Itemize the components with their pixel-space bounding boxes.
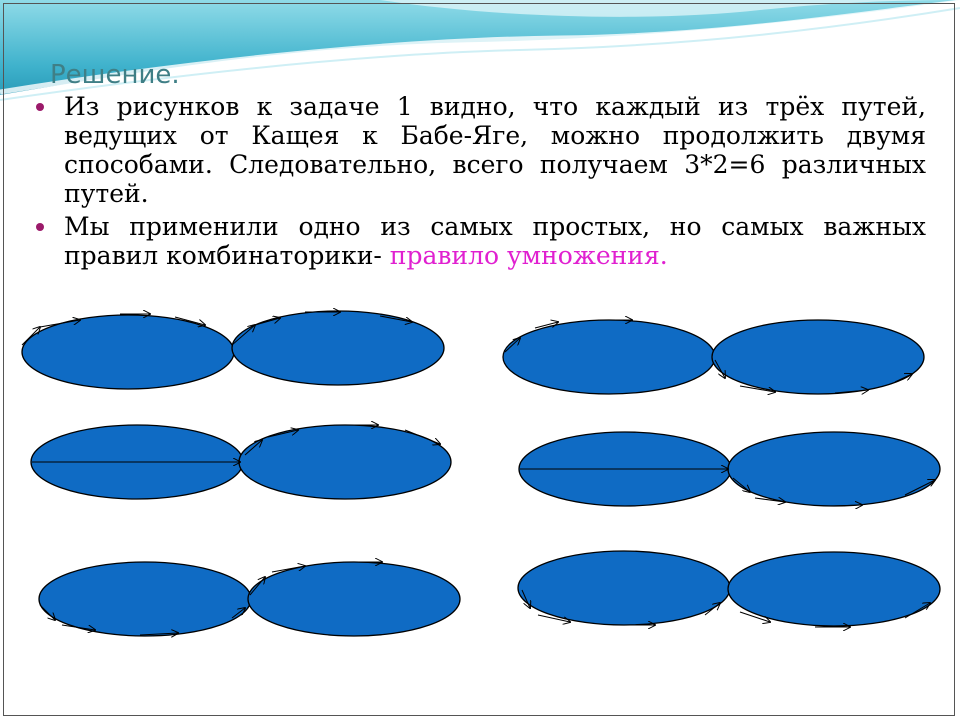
diagram-4	[519, 432, 940, 506]
right-ellipse	[712, 320, 924, 394]
diagram-1	[22, 311, 444, 389]
diagram-5	[39, 562, 460, 636]
right-ellipse	[728, 432, 940, 506]
diagram-2	[503, 320, 924, 394]
left-ellipse	[518, 551, 730, 625]
left-ellipse	[39, 562, 251, 636]
bullet-text: Из рисунков к задаче 1 видно, что каждый из трёх путей, ведущих от Кащея к Бабе-Яге, можно продолжить двумя способами. Следовательно, всего получаем 3*2=6 различных путей.	[64, 92, 926, 208]
slide-heading: Решение.	[50, 60, 180, 90]
right-ellipse	[728, 552, 940, 626]
highlight-text: правило умножения.	[389, 241, 668, 270]
right-ellipse	[248, 562, 460, 636]
bullet-text: Мы применили одно из самых простых, но самых важных правил комбинаторики-	[64, 212, 926, 270]
diagram-6	[518, 551, 940, 627]
diagram-3	[31, 425, 451, 499]
left-ellipse	[503, 320, 715, 394]
left-ellipse	[22, 315, 234, 389]
